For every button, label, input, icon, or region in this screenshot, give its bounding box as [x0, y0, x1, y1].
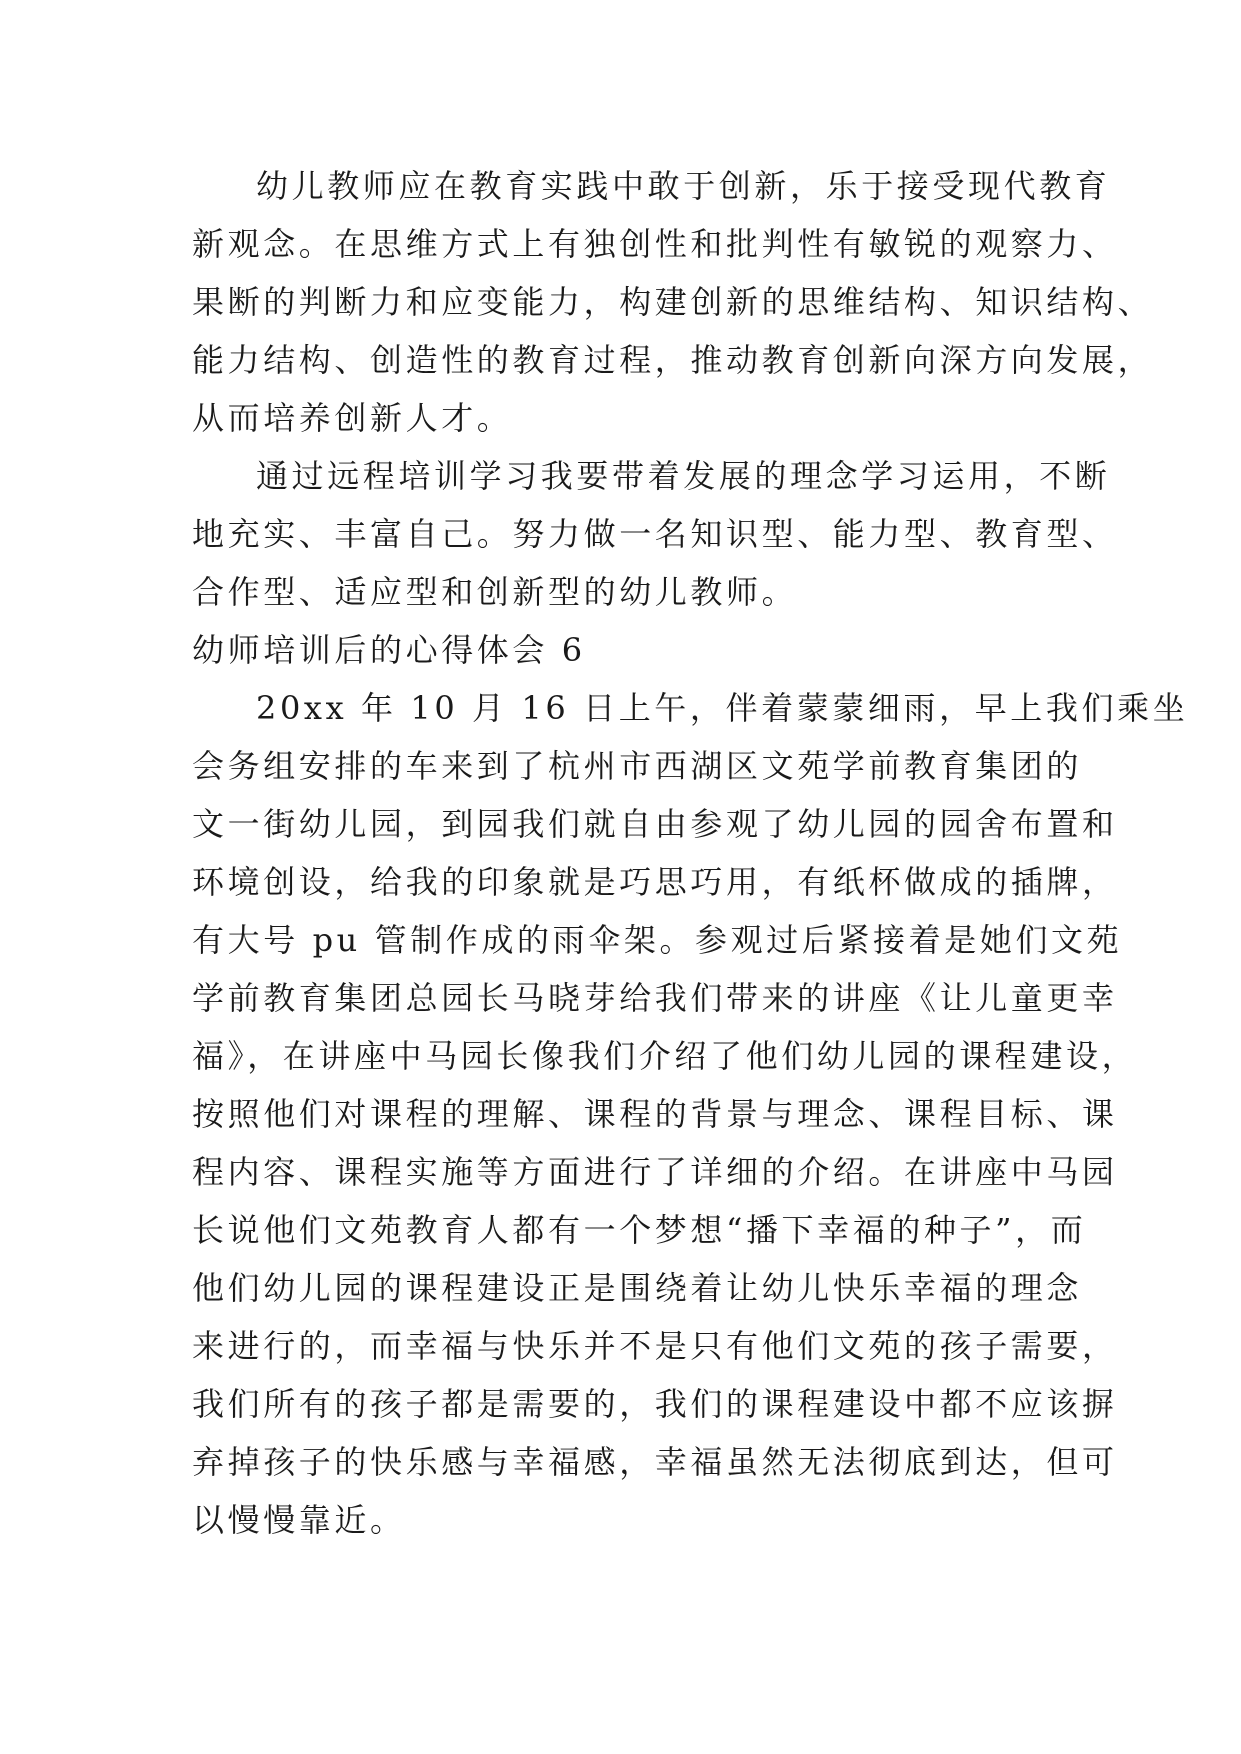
paragraph-2-line-2: 地充实、丰富自己。努力做一名知识型、能力型、教育型、	[192, 515, 1118, 553]
paragraph-3-line-8: 按照他们对课程的理解、课程的背景与理念、课程目标、课	[192, 1095, 1118, 1133]
paragraph-3-line-4: 环境创设，给我的印象就是巧思巧用，有纸杯做成的插牌，	[192, 863, 1118, 901]
paragraph-3-line-11: 他们幼儿园的课程建设正是围绕着让幼儿快乐幸福的理念	[192, 1269, 1083, 1307]
paragraph-3-line-9: 程内容、课程实施等方面进行了详细的介绍。在讲座中马园	[192, 1153, 1118, 1191]
paragraph-1-line-4: 能力结构、创造性的教育过程，推动教育创新向深方向发展，	[192, 341, 1154, 379]
paragraph-3-line-3: 文一街幼儿园，到园我们就自由参观了幼儿园的园舍布置和	[192, 805, 1118, 843]
paragraph-3-line-10: 长说他们文苑教育人都有一个梦想“播下幸福的种子”，而	[192, 1211, 1087, 1249]
paragraph-1-line-3: 果断的判断力和应变能力，构建创新的思维结构、知识结构、	[192, 283, 1154, 321]
paragraph-3-line-1: 20xx 年 10 月 16 日上午，伴着蒙蒙细雨，早上我们乘坐	[256, 689, 1189, 727]
paragraph-3-line-12: 来进行的，而幸福与快乐并不是只有他们文苑的孩子需要，	[192, 1327, 1118, 1365]
paragraph-3-line-15: 以慢慢靠近。	[192, 1501, 406, 1539]
section-heading: 幼师培训后的心得体会 6	[192, 631, 586, 669]
paragraph-3-line-13: 我们所有的孩子都是需要的，我们的课程建设中都不应该摒	[192, 1385, 1118, 1423]
paragraph-1-line-2: 新观念。在思维方式上有独创性和批判性有敏锐的观察力、	[192, 225, 1118, 263]
paragraph-2-line-3: 合作型、适应型和创新型的幼儿教师。	[192, 573, 798, 611]
paragraph-3-line-14: 弃掉孩子的快乐感与幸福感，幸福虽然无法彻底到达，但可	[192, 1443, 1118, 1481]
paragraph-3-line-5: 有大号 pu 管制作成的雨伞架。参观过后紧接着是她们文苑	[192, 921, 1123, 959]
paragraph-3-line-2: 会务组安排的车来到了杭州市西湖区文苑学前教育集团的	[192, 747, 1083, 785]
paragraph-1-line-5: 从而培养创新人才。	[192, 399, 513, 437]
paragraph-3-line-6: 学前教育集团总园长马晓芽给我们带来的讲座《让儿童更幸	[192, 979, 1118, 1017]
paragraph-1-line-1: 幼儿教师应在教育实践中敢于创新，乐于接受现代教育	[256, 167, 1111, 205]
paragraph-2-line-1: 通过远程培训学习我要带着发展的理念学习运用，不断	[256, 457, 1111, 495]
paragraph-3-line-7: 福》，在讲座中马园长像我们介绍了他们幼儿园的课程建设，	[192, 1037, 1138, 1075]
